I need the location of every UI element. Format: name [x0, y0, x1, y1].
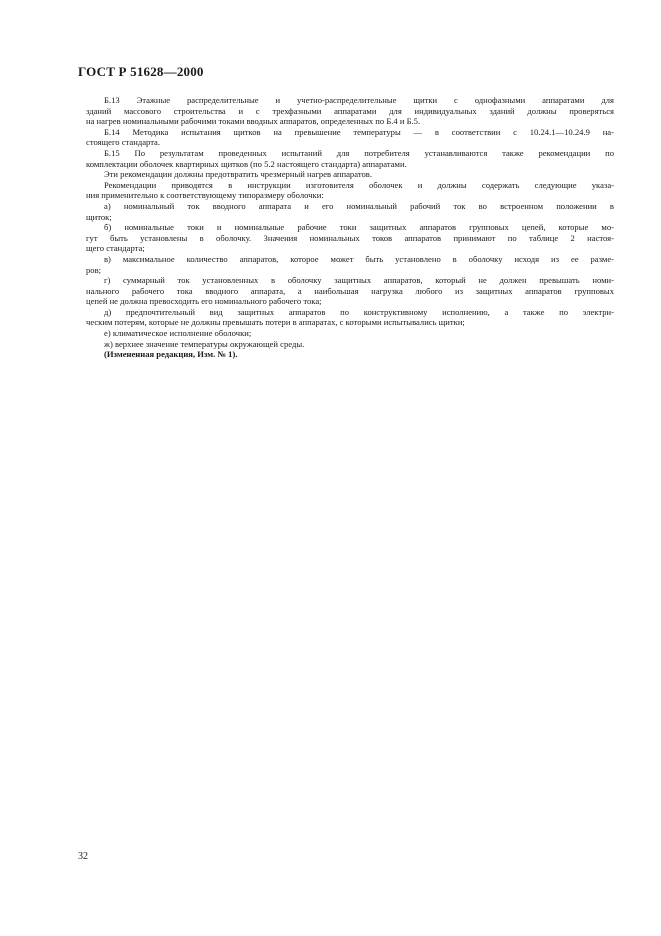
- paragraph: [86, 222, 614, 254]
- text-line: щего стандарта;: [86, 243, 145, 254]
- text-line: нального рабочего тока вводного аппарата, а наибольшая нагрузка любого из защитных аппаратов групповых: [86, 285, 614, 296]
- text-line: г) суммарный ток установленных в оболочку защитных аппаратов, который не должен превышать номи-: [104, 275, 614, 286]
- text-line: д) предпочтительный вид защитных аппаратов по конструктивному исполнению, а также по электри-: [104, 306, 614, 317]
- text-line: Б.15 По результатам проведенных испытаний для потребителя устанавливаются также рекомендации по: [104, 147, 614, 158]
- text-line: комплектации оболочек квартирных щитков (по 5.2 настоящего стандарта) аппаратами.: [86, 158, 407, 169]
- paragraph: [86, 95, 614, 127]
- text-line: Б.14 Методика испытания щитков на превышение температуры — в соответствии с 10.24.1—10.24.9 на-: [104, 126, 614, 137]
- text-line: б) номинальные токи и номинальные рабочие токи защитных аппаратов групповых цепей, которые мо-: [104, 222, 614, 233]
- paragraph: [86, 254, 614, 275]
- text-line: цепей не должна превосходить его номинального рабочего тока;: [86, 296, 322, 307]
- paragraph: [86, 180, 614, 201]
- text-line: ния применительно к соответствующему типоразмеру оболочки:: [86, 190, 324, 201]
- text-line: ж) верхнее значение температуры окружающей среды.: [104, 338, 305, 349]
- text-line: на нагрев номинальными рабочими токами вводных аппаратов, определенных по Б.4 и Б.5.: [86, 116, 421, 127]
- paragraph: [86, 127, 614, 148]
- text-line: стоящего стандарта.: [86, 137, 161, 148]
- paragraph: [86, 148, 614, 169]
- body-text: [86, 95, 614, 360]
- paragraph: [86, 201, 614, 222]
- paragraph: [86, 275, 614, 307]
- text-line: в) максимальное количество аппаратов, которое может быть установлено в оболочку исходя из ее разме-: [104, 253, 614, 264]
- text-line: Рекомендации приводятся в инструкции изготовителя оболочек и должны содержать следующие указа-: [104, 179, 614, 190]
- paragraph: [86, 307, 614, 328]
- text-line: ческим потерям, которые не должны превышать потери в аппаратах, с которыми испытывались щитки;: [86, 317, 465, 328]
- page-number: 32: [78, 851, 88, 862]
- text-line: (Измененная редакция, Изм. № 1).: [104, 349, 238, 360]
- paragraph: [86, 328, 614, 339]
- text-line: е) климатическое исполнение оболочки;: [104, 328, 252, 339]
- paragraph: [86, 349, 614, 360]
- page-header-standard-number: ГОСТ Р 51628—2000: [78, 64, 204, 79]
- text-line: Б.13 Этажные распределительные и учетно-распределительные щитки с однофазными аппаратами для: [104, 95, 614, 105]
- text-line: Эти рекомендации должны предотвратить чрезмерный нагрев аппаратов.: [104, 169, 372, 180]
- paragraph: [86, 339, 614, 350]
- paragraph: [86, 169, 614, 180]
- text-line: ров;: [86, 264, 102, 275]
- text-line: зданий массового строительства и с трехфазными аппаратами для индивидуальных зданий должны проверяться: [86, 105, 614, 116]
- text-line: гут быть установлены в оболочку. Значения номинальных токов аппаратов принимают по таблице 2 настоя-: [86, 232, 614, 243]
- text-line: щиток;: [86, 211, 112, 222]
- text-line: а) номинальный ток вводного аппарата и его номинальный рабочий ток во встроенном положении в: [104, 200, 614, 211]
